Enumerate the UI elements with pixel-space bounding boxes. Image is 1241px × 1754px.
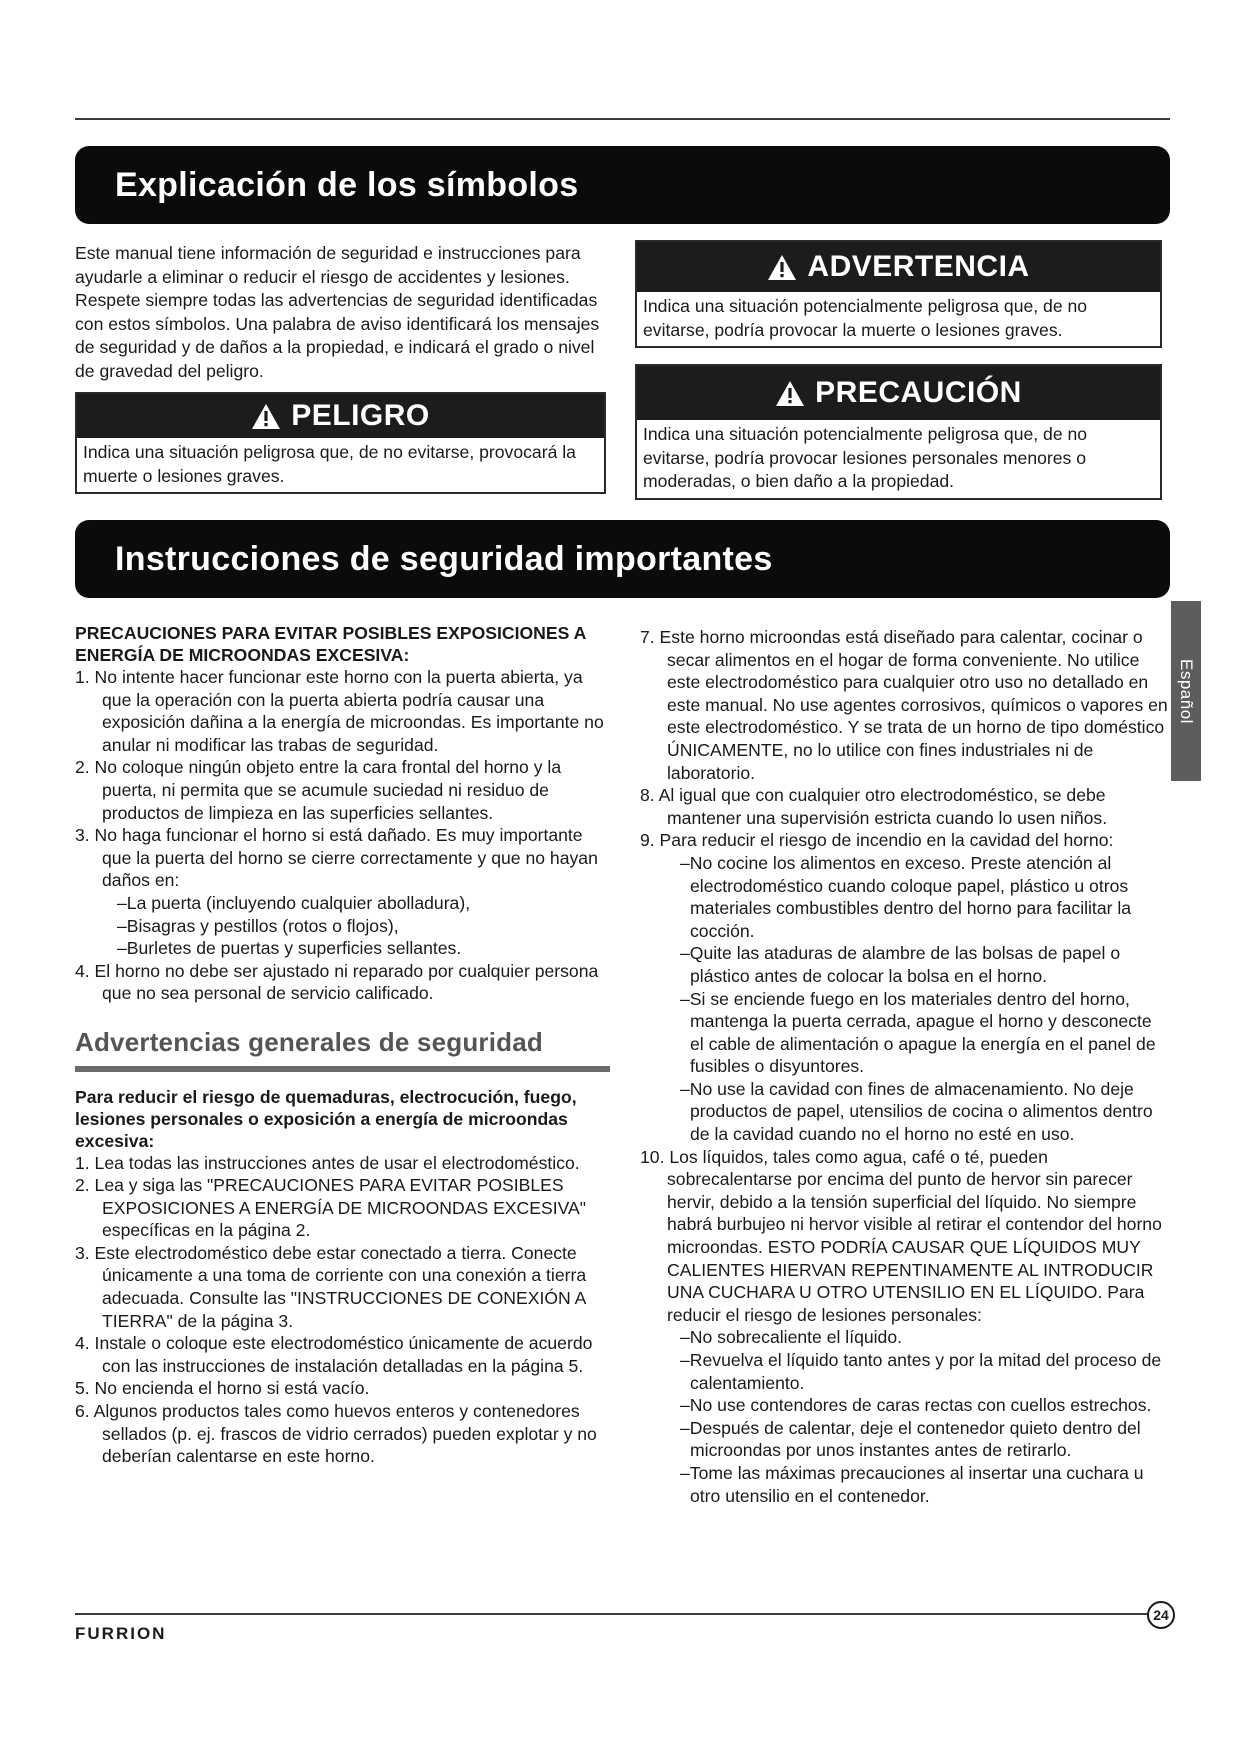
warning-triangle-icon: [775, 380, 805, 407]
list-item: 9. Para reducir el riesgo de incendio en la cavidad del horno:: [640, 830, 1114, 851]
bottom-rule: [75, 1613, 1155, 1615]
precaucion-box: [635, 364, 1162, 500]
right-list-cont: [640, 1146, 1168, 1327]
list-item: –No sobrecaliente el líquido.: [680, 1327, 903, 1348]
list-item: –Tome las máximas precauciones al insertar una cuchara u otro utensilio en el contenedor.: [680, 1462, 1144, 1506]
list-item: –Revuelva el líquido tanto antes y por la mitad del proceso de calentamiento.: [680, 1350, 1162, 1393]
list-item: 1. No intente hacer funcionar este horno con la puerta abierta, ya que la operación con la puerta abierta podría causar una exposición dañina a la energía de microondas. Es importante no anular ni modificar las trabas de seguridad.: [75, 667, 604, 755]
list-item: 4. Instale o coloque este electrodoméstico únicamente de acuerdo con las instrucciones de instalación detalladas en la página 5.: [75, 1333, 593, 1376]
safety-title: Instrucciones de seguridad importantes: [115, 539, 773, 578]
list-item: –Bisagras y pestillos (rotos o flojos),: [117, 915, 399, 936]
list-item: 3. No haga funcionar el horno si está dañado. Es muy importante que la puerta del horno se cierre correctamente y que no hayan daños en:: [75, 825, 598, 891]
warning-triangle-icon: [767, 254, 797, 281]
list-item: –Quite las ataduras de alambre de las bolsas de papel o plástico antes de colocar la bolsa en el horno.: [680, 943, 1121, 986]
microwave-sublist: [75, 892, 610, 960]
item10-sublist: [640, 1326, 1168, 1507]
list-item: 2. Lea y siga las "PRECAUCIONES PARA EVITAR POSIBLES EXPOSICIONES A ENERGÍA DE MICROONDAS EXCESIVA" específicas en la página 2.: [75, 1175, 587, 1241]
precaucion-header: [637, 366, 1160, 420]
language-tab: [1171, 601, 1201, 781]
symbols-title: Explicación de los símbolos: [115, 165, 579, 204]
list-item: 8. Al igual que con cualquier otro electrodoméstico, se debe mantener una supervisión estricta cuando lo usen niños.: [640, 785, 1108, 828]
list-item: 7. Este horno microondas está diseñado para calentar, cocinar o secar alimentos en el hogar de forma conveniente. No utilice este electrodoméstico para cualquier otro uso no detallado en este manual. No use agentes corrosivos, químicos o vapores en este electrodoméstico. Y se trata de un horno de tipo doméstico ÚNICAMENTE, no lo utilice con fines industriales ni de laboratorio.: [640, 627, 1168, 783]
peligro-box: [75, 392, 606, 494]
advertencia-header: [637, 242, 1160, 292]
precaucion-label: PRECAUCIÓN: [815, 376, 1022, 409]
symbols-intro: Este manual tiene información de seguridad e instrucciones para ayudarle a eliminar o reducir el riesgo de accidentes y lesiones. Respete siempre todas las advertencias de seguridad identificadas con estos símbolos. Una palabra de aviso identificará los mensajes de seguridad y de daños a la propiedad, e indicará el grado o nivel de gravedad del peligro.: [75, 243, 600, 381]
top-rule: [75, 118, 1170, 120]
list-item: 1. Lea todas las instrucciones antes de usar el electrodoméstico.: [75, 1152, 580, 1173]
peligro-label: PELIGRO: [291, 399, 430, 432]
precaucion-text: Indica una situación potencialmente peligrosa que, de no evitarse, podría provocar lesiones personales menores o moderadas, o bien daño a la propiedad.: [643, 424, 1088, 491]
list-item: 10. Los líquidos, tales como agua, café o té, pueden sobrecalentarse por encima del punto de hervor sin parecer hervir, debido a la tensión superficial del líquido. No siempre habrá burbujeo ni hervor visible al retirar el contendor del horno microondas. ESTO PODRÍA CAUSAR QUE LÍQUIDOS MUY CALIENTES HIERVAN REPENTINAMENTE AL INTRODUCIR UNA CUCHARA U OTRO UTENSILIO EN EL LÍQUIDO. Para reducir el riesgo de lesiones personales:: [640, 1146, 1162, 1325]
list-item: –Si se enciende fuego en los materiales dentro del horno, mantenga la puerta cerrada, apague el horno y desconecte el cable de alimentación o apague la energía en el panel de fusibles o disyuntores.: [680, 988, 1156, 1077]
list-item: –No use contendores de caras rectas con cuellos estrechos.: [680, 1395, 1152, 1416]
brand-logo: FURRION: [75, 1624, 167, 1643]
list-item: –Después de calentar, deje el contenedor quieto dentro del microondas por unos instantes antes de retirarlo.: [680, 1417, 1141, 1461]
peligro-header: [77, 394, 604, 438]
item9-sublist: [640, 852, 1168, 1146]
list-item: 3. Este electrodoméstico debe estar conectado a tierra. Conecte únicamente a una toma de corriente con una conexión a tierra adecuada. Consulte las "INSTRUCCIONES DE CONEXIÓN A TIERRA" de la página 3.: [75, 1242, 587, 1331]
general-heading: Para reducir el riesgo de quemaduras, electrocución, fuego, lesiones personales o exposición a energía de microondas excesiva:: [75, 1086, 577, 1151]
general-list: [75, 1152, 610, 1468]
peligro-text: Indica una situación peligrosa que, de no evitarse, provocará la muerte o lesiones graves.: [83, 442, 576, 486]
list-item: –No cocine los alimentos en exceso. Preste atención al electrodoméstico cuando coloque papel, plástico u otros materiales combustibles dentro del horno para facilitar la cocción.: [680, 852, 1132, 941]
language-tab-label: Español: [1177, 658, 1196, 724]
left-column: [75, 622, 610, 1468]
list-item: –No use la cavidad con fines de almacenamiento. No deje productos de papel, utensilios de cocina o alimentos dentro de la cavidad cuando no el horno no esté en uso.: [680, 1078, 1153, 1145]
page-number: 24: [1147, 1601, 1175, 1629]
advertencia-text: Indica una situación potencialmente peligrosa que, de no evitarse, podría provocar la muerte o lesiones graves.: [643, 296, 1088, 340]
general-warnings-rule: [75, 1066, 610, 1072]
list-item: –Burletes de puertas y superficies sellantes.: [117, 938, 462, 959]
safety-banner: [75, 520, 1170, 598]
right-column: [640, 626, 1168, 1507]
advertencia-label: ADVERTENCIA: [807, 250, 1030, 283]
list-item: 2. No coloque ningún objeto entre la cara frontal del horno y la puerta, ni permita que se acumule suciedad ni residuo de productos de limpieza en las superficies sellantes.: [75, 757, 562, 823]
list-item: 6. Algunos productos tales como huevos enteros y contenedores sellados (p. ej. frascos de vidrio cerrados) pueden explotar y no deberían calentarse en este horno.: [75, 1401, 597, 1467]
advertencia-box: [635, 240, 1162, 348]
microwave-list: [75, 666, 610, 892]
microwave-heading: PRECAUCIONES PARA EVITAR POSIBLES EXPOSICIONES A ENERGÍA DE MICROONDAS EXCESIVA:: [75, 623, 586, 665]
warning-triangle-icon: [251, 403, 281, 430]
list-item: 5. No encienda el horno si está vacío.: [75, 1378, 370, 1399]
list-item: 4. El horno no debe ser ajustado ni reparado por cualquier persona que no sea personal de servicio calificado.: [75, 960, 599, 1004]
list-item: –La puerta (incluyendo cualquier abolladura),: [117, 892, 471, 913]
general-warnings-title: Advertencias generales de seguridad: [75, 1026, 543, 1057]
right-list: [640, 626, 1168, 852]
microwave-list-cont: [75, 960, 610, 1005]
symbols-banner: [75, 146, 1170, 224]
